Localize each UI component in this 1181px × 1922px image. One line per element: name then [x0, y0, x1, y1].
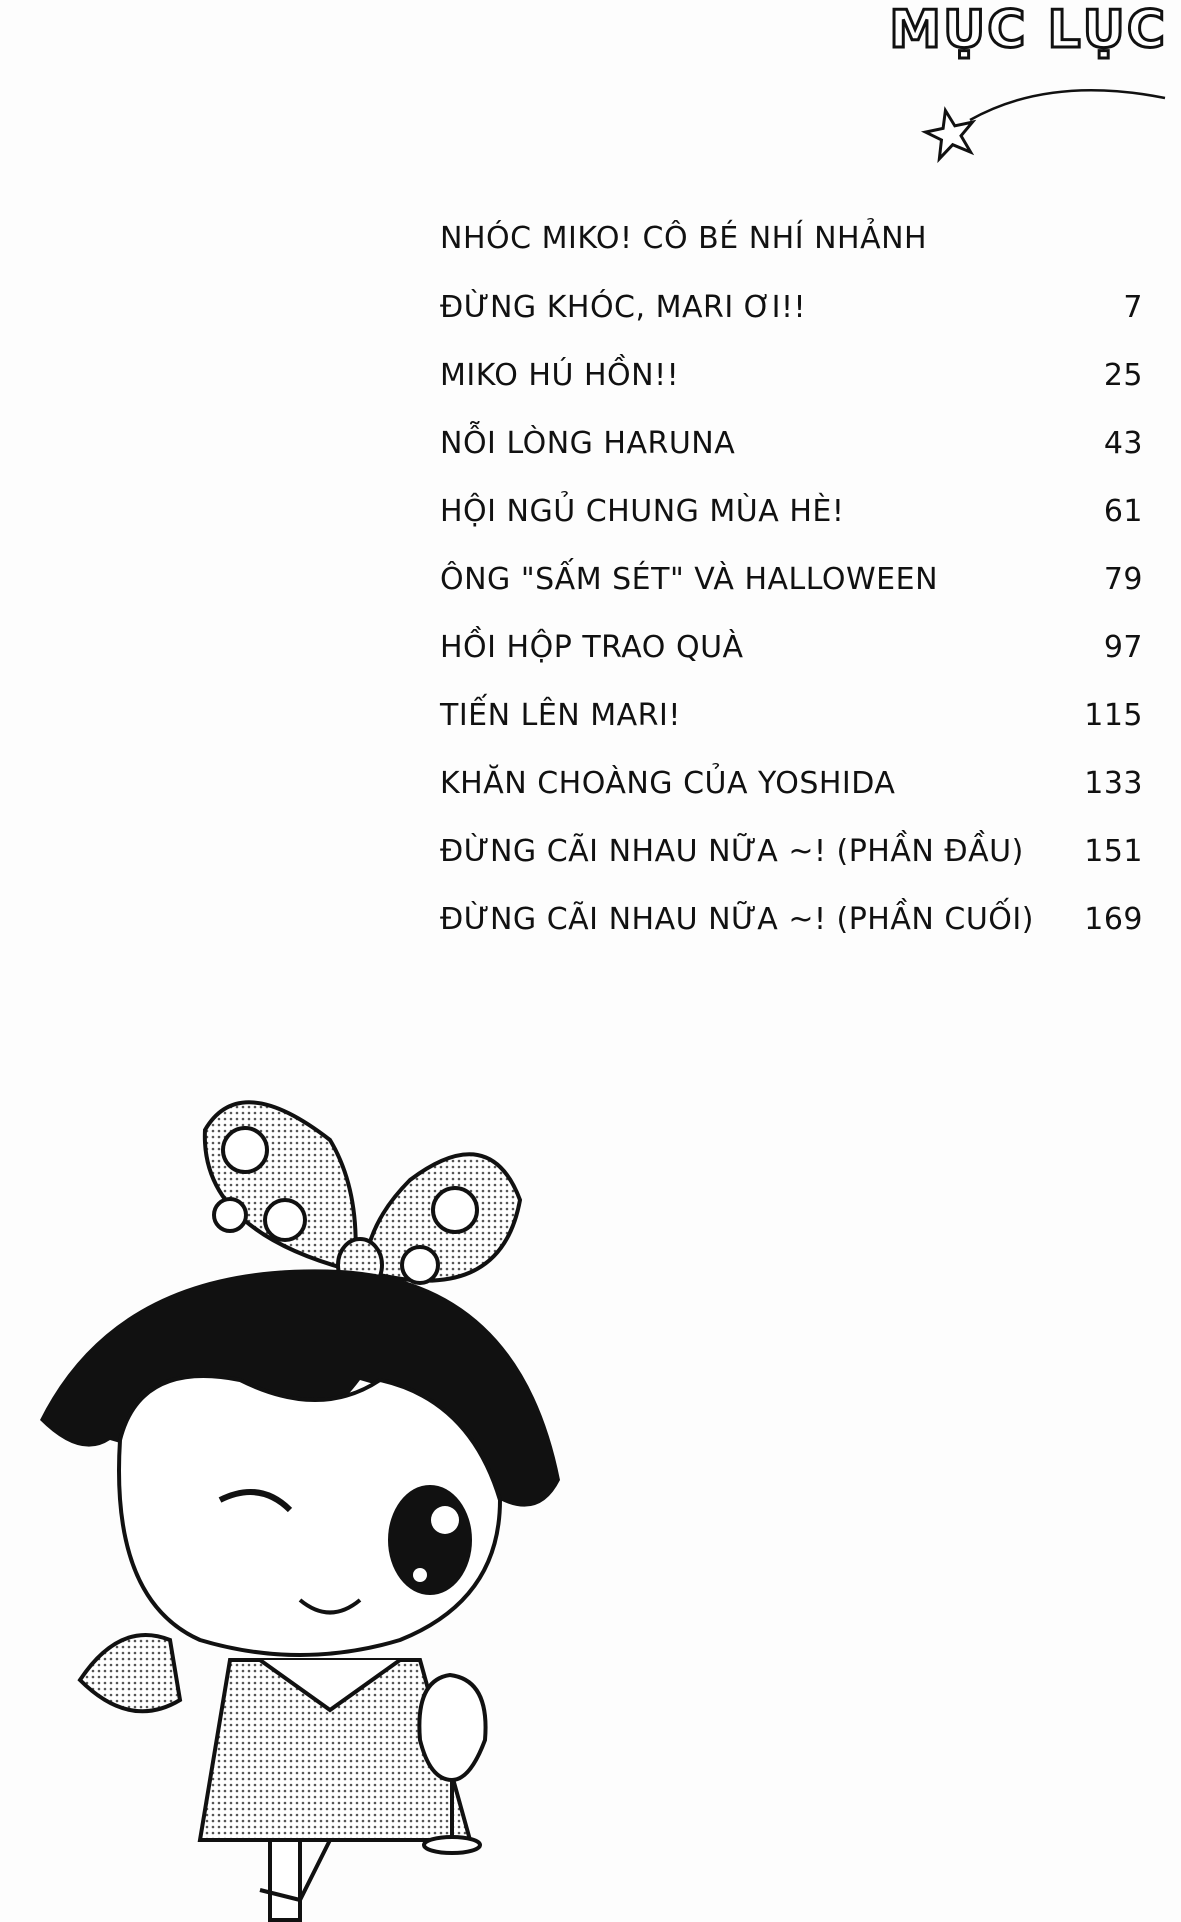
- toc-entry-page: 7: [1123, 289, 1143, 325]
- toc-entry-page: 79: [1103, 561, 1143, 597]
- toc-entry-title: HỘI NGỦ CHUNG MÙA HÈ!: [440, 493, 845, 529]
- toc-entry-title: NỖI LÒNG HARUNA: [440, 425, 736, 461]
- toc-entry: [440, 613, 1155, 681]
- glass-shape: [419, 1675, 485, 1780]
- toc-entry-page: 133: [1084, 765, 1143, 801]
- toc-entry-title: TIẾN LÊN MARI!: [440, 697, 681, 733]
- toc-entry-title: ĐỪNG CÃI NHAU NỮA ~! (PHẦN ĐẦU): [440, 833, 1024, 869]
- toc-entry-page: 169: [1084, 901, 1143, 937]
- bow-shape: [205, 1102, 520, 1291]
- toc-entry-title: ÔNG "SẤM SÉT" VÀ HALLOWEEN: [440, 561, 939, 597]
- table-of-contents: [440, 205, 1155, 953]
- shooting-star-icon: [900, 80, 1170, 170]
- toc-entry: [440, 885, 1155, 953]
- toc-entry-page: 97: [1103, 629, 1143, 665]
- toc-heading: NHÓC MIKO! CÔ BÉ NHÍ NHẢNH: [440, 221, 928, 256]
- toc-entry-title: ĐỪNG CÃI NHAU NỮA ~! (PHẦN CUỐI): [440, 901, 1034, 937]
- toc-entry: [440, 341, 1155, 409]
- toc-entry-title: MIKO HÚ HỒN!!: [440, 357, 680, 393]
- toc-entry: [440, 409, 1155, 477]
- toc-entry-title: KHĂN CHOÀNG CỦA YOSHIDA: [440, 765, 896, 801]
- toc-entry-page: 115: [1084, 697, 1143, 733]
- toc-entry: [440, 681, 1155, 749]
- toc-entry: [440, 817, 1155, 885]
- page-title: MỤC LỤC: [889, 0, 1167, 60]
- toc-entry-title: HỒI HỘP TRAO QUÀ: [440, 629, 744, 665]
- toc-entry-page: 25: [1103, 357, 1143, 393]
- sandwich-shape: [80, 1635, 180, 1711]
- toc-entry: [440, 749, 1155, 817]
- toc-entry-page: 43: [1103, 425, 1143, 461]
- toc-entry: [440, 477, 1155, 545]
- toc-entry-page: 61: [1103, 493, 1143, 529]
- toc-entry-page: 151: [1084, 833, 1143, 869]
- toc-entry: [440, 545, 1155, 613]
- girl-with-bow-illustration: [0, 1080, 620, 1922]
- toc-entry-title: ĐỪNG KHÓC, MARI ƠI!!: [440, 289, 807, 325]
- toc-entry: [440, 273, 1155, 341]
- eye-shape: [388, 1485, 472, 1595]
